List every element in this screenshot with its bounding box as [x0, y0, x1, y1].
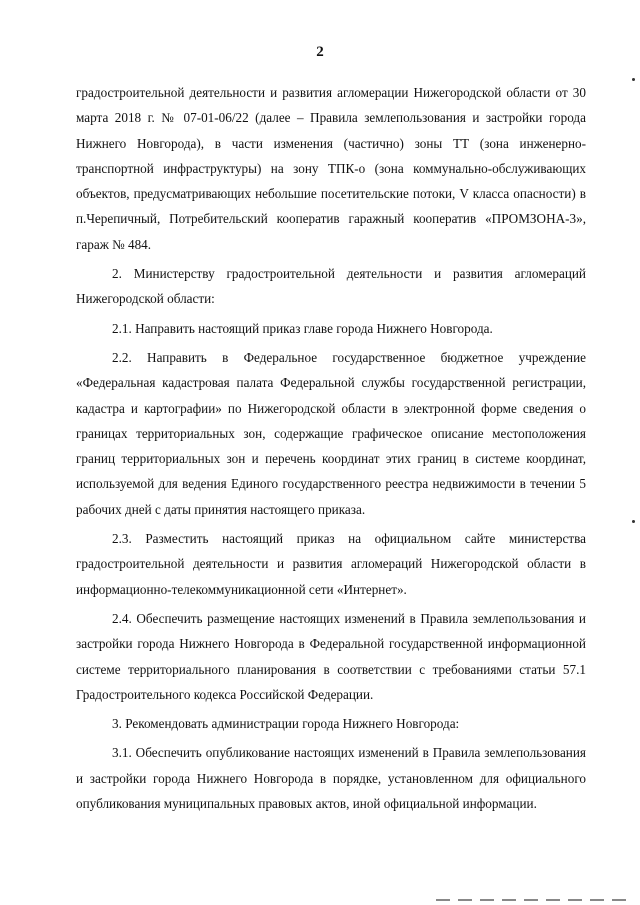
paragraph-item-3: 3. Рекомендовать администрации города Нижнего Новгорода:	[112, 716, 460, 732]
scan-mark	[632, 520, 635, 523]
scan-mark	[632, 78, 635, 81]
paragraph-item-2-2: 2.2. Направить в Федеральное государственное бюджетное учреждение «Федеральная кадастровая палата Федеральной службы государственной регистрации, кадастра и картографии» по Нижегородской области в электронной форме сведения о границах территориальных зон, содержащие графическое описание местоположения границ территориальных зон и перечень координат этих границ в системе координат, используемой для ведения Единого государственного реестра недвижимости в течении 5 рабочих дней с даты принятия настоящего приказа.	[76, 349, 586, 517]
paragraph-item-3-1: 3.1. Обеспечить опубликование настоящих изменений в Правила землепользования и застройки города Нижнего Новгорода в порядке, установленном для официального опубликования муниципальных правовых актов, иной официальной информации.	[76, 745, 586, 812]
document-body	[76, 80, 586, 816]
paragraph-continuation: градостроительной деятельности и развития агломерации Нижегородской области от 30 марта 2018 г. № 07-01-06/22 (далее – Правила землепользования и застройки города Нижнего Новгорода), в части изменения (частично) зоны ТТ (зона инженерно-транспортной инфраструктуры) на зону ТПК-о (зона коммунально-обслуживающих объектов, предусматривающих небольшие посетительские потоки, V класса опасности) в п.Черепичный, Потребительский кооператив гаражный кооператив «ПРОМЗОНА-3», гараж № 484.	[76, 85, 586, 252]
paragraph-item-2-4: 2.4. Обеспечить размещение настоящих изменений в Правила землепользования и застройки города Нижнего Новгорода в Федеральной государственной информационной системе территориального планирования в соответствии с требованиями статьи 57.1 Градостроительного кодекса Российской Федерации.	[76, 610, 586, 702]
paragraph-item-2-1: 2.1. Направить настоящий приказ главе города Нижнего Новгорода.	[112, 320, 493, 336]
paragraph-item-2-3: 2.3. Разместить настоящий приказ на официальном сайте министерства градостроительной деятельности и развития агломераций Нижегородской области в информационно-телекоммуникационной сети «Интернет».	[76, 531, 586, 597]
paragraph-item-2: 2. Министерству градостроительной деятельности и развития агломераций Нижегородской области:	[76, 266, 586, 307]
scan-artifact	[436, 899, 626, 901]
page-number: 2	[316, 44, 324, 60]
